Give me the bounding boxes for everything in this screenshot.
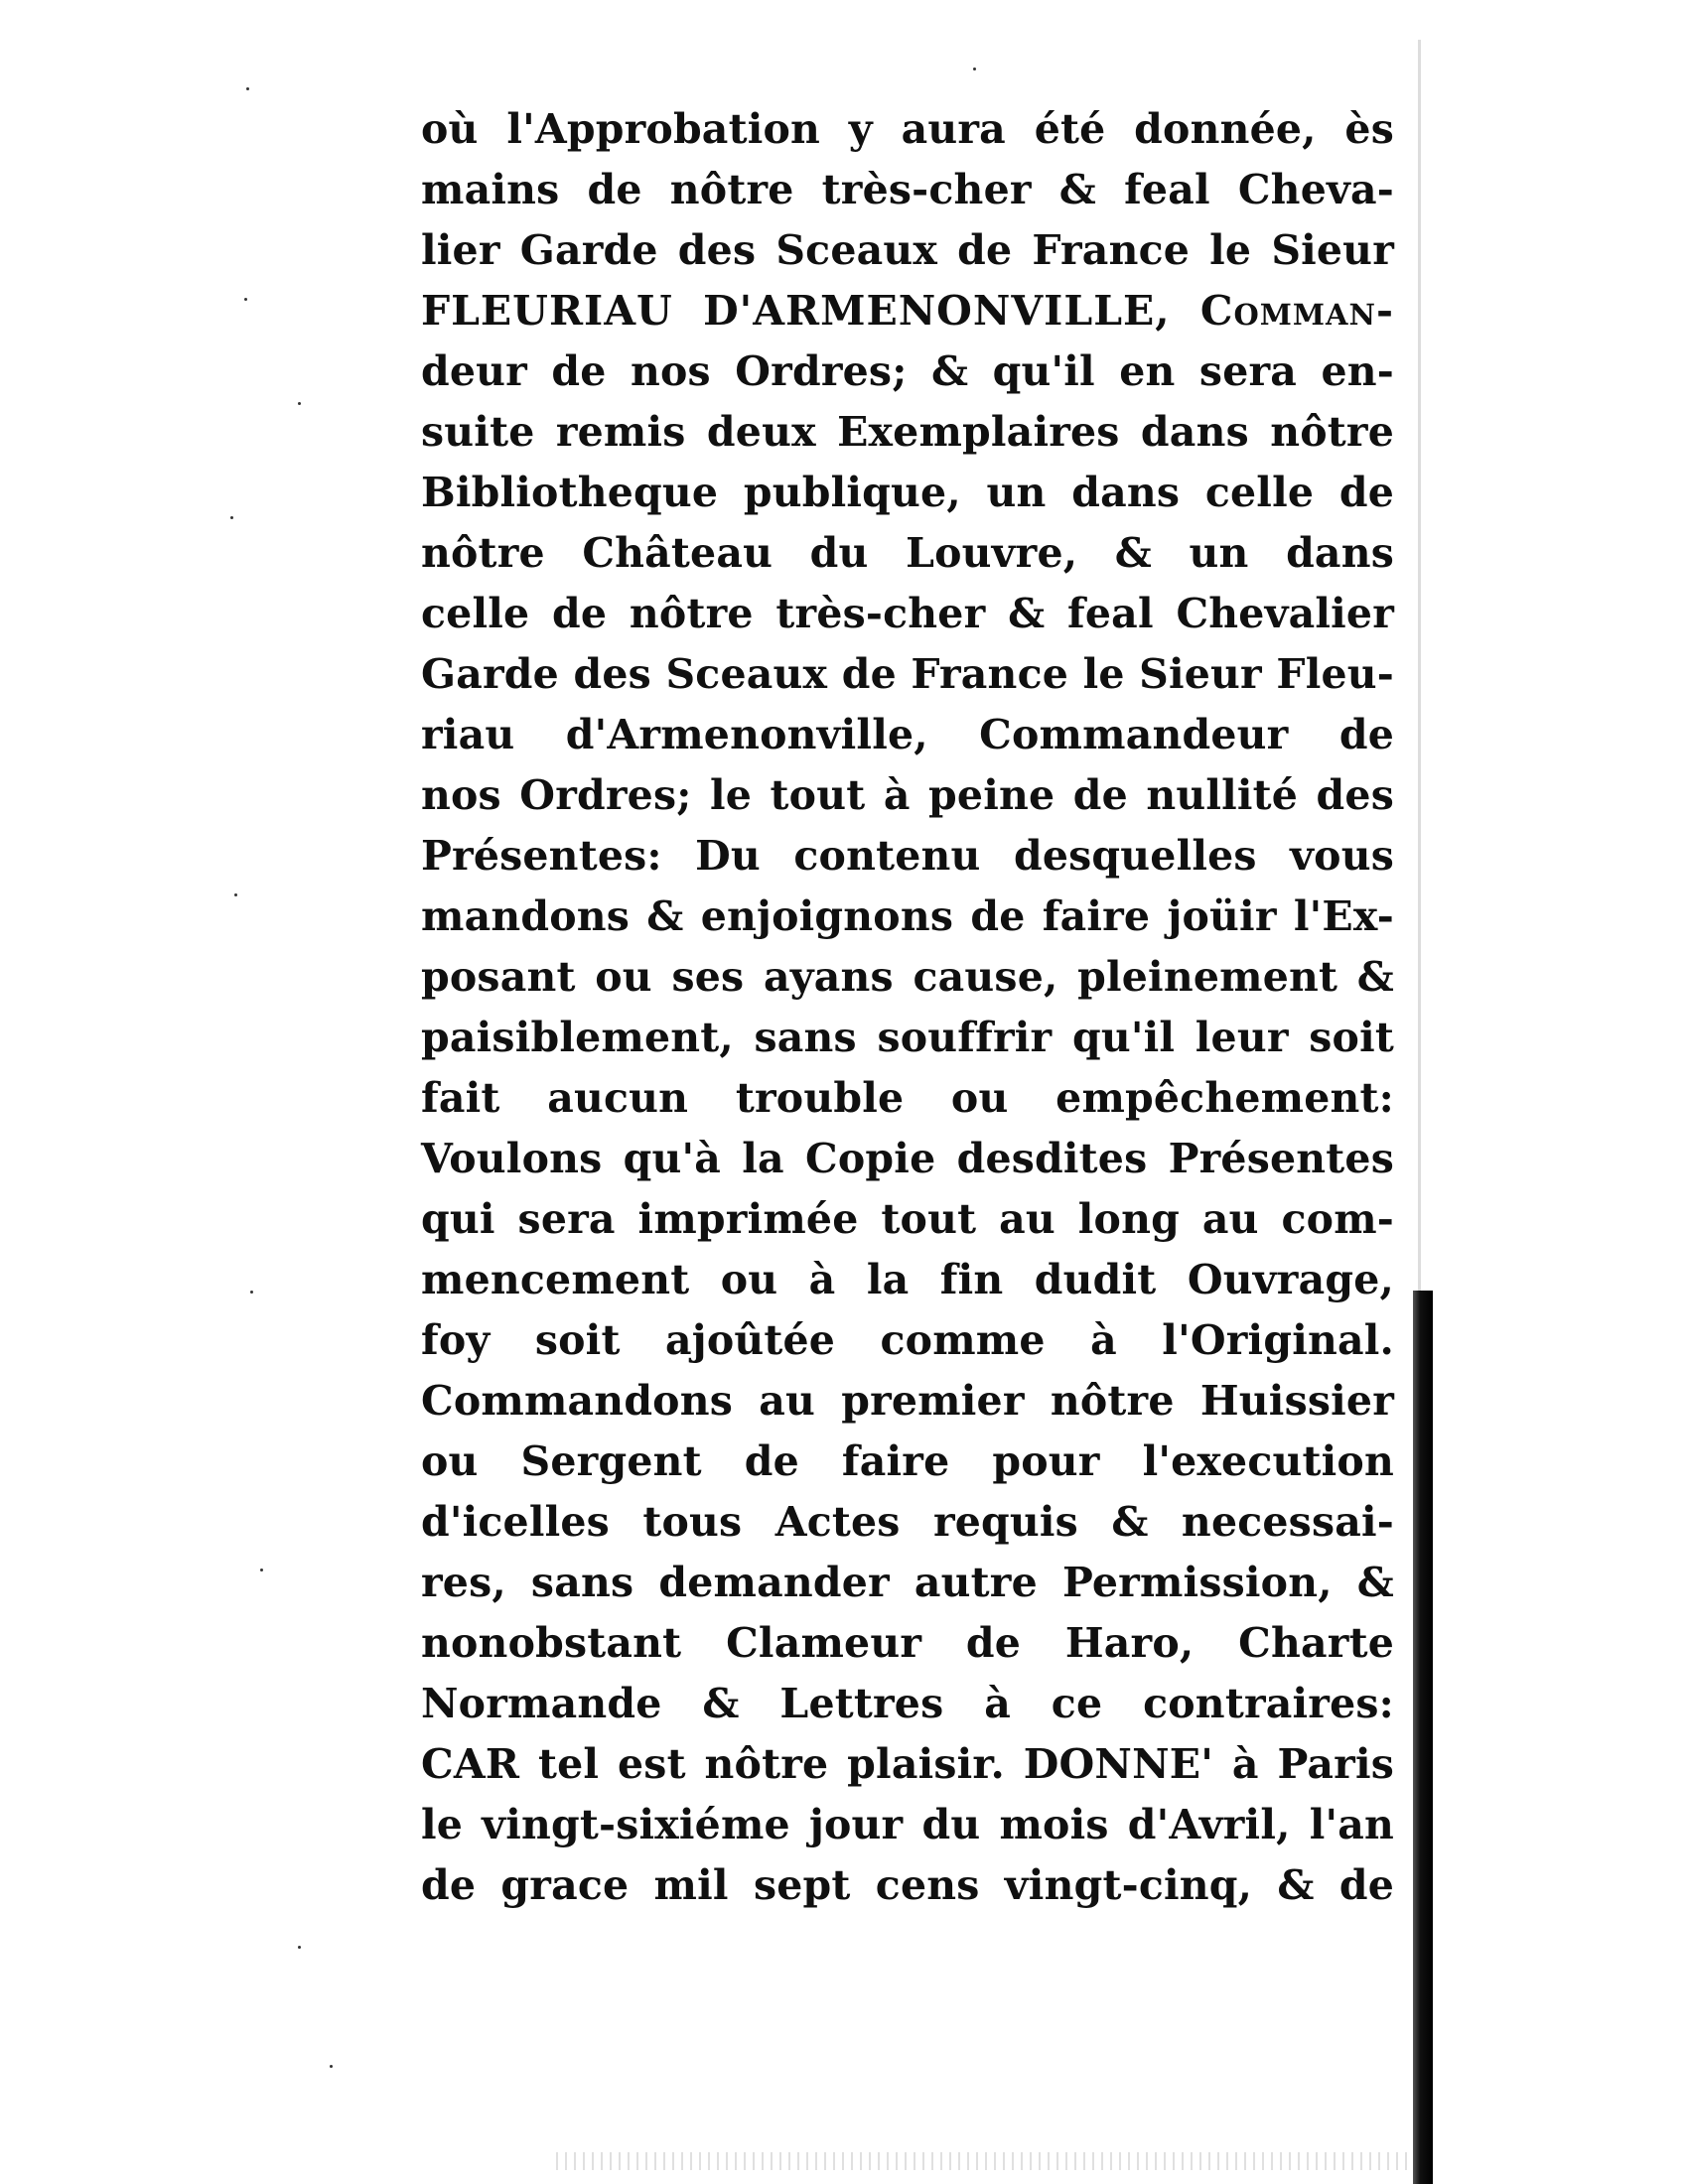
scan-noise <box>556 2152 1410 2170</box>
text-line: de grace mil sept cens vingt-cinq, & de <box>421 1861 1394 1909</box>
text-line: mandons & enjoignons de faire joüir l'Ex- <box>421 892 1394 940</box>
text-line: Garde des Sceaux de France le Sieur Fleu- <box>421 650 1394 698</box>
text-line: qui sera imprimée tout au long au com- <box>421 1195 1394 1243</box>
text-line: nonobstant Clameur de Haro, Charte <box>421 1619 1394 1667</box>
text-line: le vingt-sixiéme jour du mois d'Avril, l'an <box>421 1801 1394 1848</box>
text-line: mains de nôtre très-cher & feal Cheva- <box>421 166 1394 213</box>
text-line: fait aucun trouble ou empêchement: <box>421 1074 1394 1122</box>
text-line: ou Sergent de faire pour l'execution <box>421 1437 1394 1485</box>
document-text <box>421 99 1394 1916</box>
text-line: foy soit ajoûtée comme à l'Original. <box>421 1316 1394 1364</box>
page-edge-line <box>1418 40 1421 1291</box>
text-line: Commandons au premier nôtre Huissier <box>421 1377 1394 1425</box>
text-line: riau d'Armenonville, Commandeur de <box>421 711 1394 758</box>
text-line: Présentes: Du contenu desquelles vous <box>421 832 1394 880</box>
text-line: nôtre Château du Louvre, & un dans <box>421 529 1394 577</box>
text-line: Normande & Lettres à ce contraires: <box>421 1680 1394 1727</box>
text-line: paisiblement, sans souffrir qu'il leur soit <box>421 1014 1394 1061</box>
text-line: où l'Approbation y aura été donnée, ès <box>421 105 1394 153</box>
text-line: FLEURIAU D'ARMENONVILLE, Comman- <box>421 287 1394 335</box>
text-line: d'icelles tous Actes requis & necessai- <box>421 1498 1394 1546</box>
text-line: suite remis deux Exemplaires dans nôtre <box>421 408 1394 456</box>
text-line: Bibliotheque publique, un dans celle de <box>421 469 1394 516</box>
text-line: res, sans demander autre Permission, & <box>421 1559 1394 1606</box>
text-line: posant ou ses ayans cause, pleinement & <box>421 953 1394 1001</box>
text-line: Voulons qu'à la Copie desdites Présentes <box>421 1135 1394 1182</box>
binding-shadow <box>1413 1291 1433 2184</box>
text-line: deur de nos Ordres; & qu'il en sera en- <box>421 347 1394 395</box>
text-line: celle de nôtre très-cher & feal Chevalier <box>421 590 1394 637</box>
text-line: nos Ordres; le tout à peine de nullité des <box>421 771 1394 819</box>
text-line: lier Garde des Sceaux de France le Sieur <box>421 226 1394 274</box>
text-line: mencement ou à la fin dudit Ouvrage, <box>421 1256 1394 1303</box>
text-line: CAR tel est nôtre plaisir. DONNE' à Paris <box>421 1740 1394 1788</box>
